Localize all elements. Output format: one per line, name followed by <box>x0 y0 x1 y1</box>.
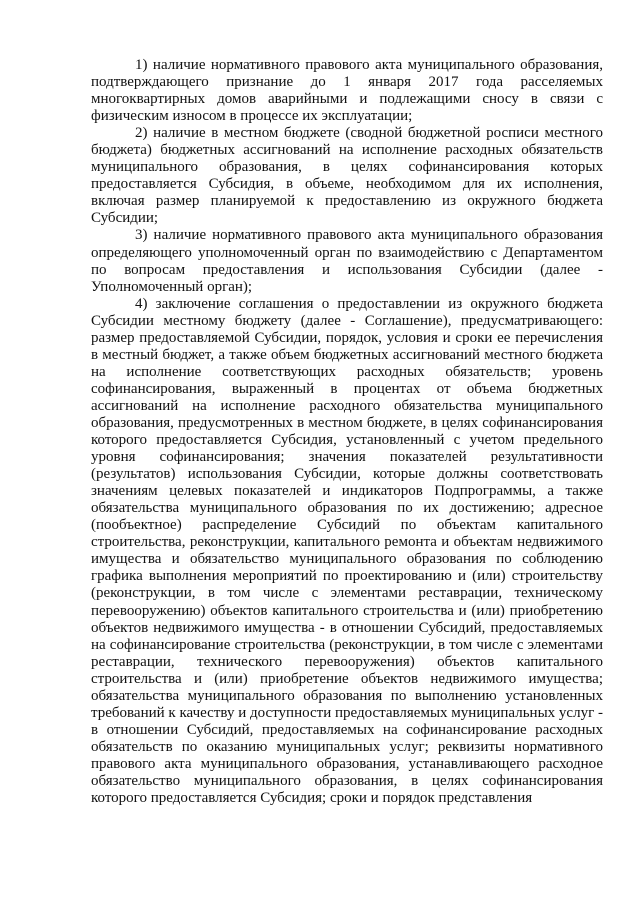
paragraph-item-1: 1) наличие нормативного правового акта муниципального образования, подтверждающего признание до 1 января 2017 года расселяемых многоквартирных домов аварийными и подлежащими сносу в связи с физическим износом в процессе их эксплуатации; <box>91 57 603 125</box>
document-page <box>91 57 603 807</box>
paragraph-item-2: 2) наличие в местном бюджете (сводной бюджетной росписи местного бюджета) бюджетных ассигнований на исполнение расходных обязательств муниципального образования, в целях софинансирования которых предоставляется Субсидия, в объеме, необходимом для их исполнения, включая размер планируемой к предоставлению из окружного бюджета Субсидии; <box>91 125 603 227</box>
paragraph-item-3: 3) наличие нормативного правового акта муниципального образования определяющего уполномоченный орган по взаимодействию с Департаментом по вопросам предоставления и использования Субсидии (далее - Уполномоченный орган); <box>91 227 603 295</box>
paragraph-item-4: 4) заключение соглашения о предоставлении из окружного бюджета Субсидии местному бюджету (далее - Соглашение), предусматривающего: размер предоставляемой Субсидии, порядок, условия и сроки ее перечисления в местный бюджет, а также объем бюджетных ассигнований местного бюджета на исполнение соответствующих расходных обязательств; уровень софинансирования, выраженный в процентах от объема бюджетных ассигнований на исполнение расходного обязательства муниципального образования, предусмотренных в местном бюджете, в целях софинансирования которого предоставляется Субсидия, установленный с учетом предельного уровня софинансирования; значения показателей результативности (результатов) использования Субсидии, которые должны соответствовать значениям целевых показателей и индикаторов Подпрограммы, а также обязательства муниципального образования по их достижению; адресное (пообъектное) распределение Субсидий по объектам капитального строительства, реконструкции, капитального ремонта и объектам недвижимого имущества и обязательство муниципального образования по соблюдению графика выполнения мероприятий по проектированию и (или) строительству (реконструкции, в том числе с элементами реставрации, техническому перевооружению) объектов капитального строительства и (или) приобретению объектов недвижимого имущества - в отношении Субсидий, предоставляемых на софинансирование строительства (реконструкции, в том числе с элементами реставрации, технического перевооружения) объектов капитального строительства и (или) приобретение объектов недвижимого имущества; обязательства муниципального образования по выполнению установленных требований к качеству и доступности предоставляемых муниципальных услуг - в отношении Субсидий, предоставляемых на софинансирование расходных обязательств по оказанию муниципальных услуг; реквизиты нормативного правового акта муниципального образования, устанавливающего расходное обязательство муниципального образования, в целях софинансирования которого предоставляется Субсидия; сроки и порядок представления <box>91 295 603 807</box>
